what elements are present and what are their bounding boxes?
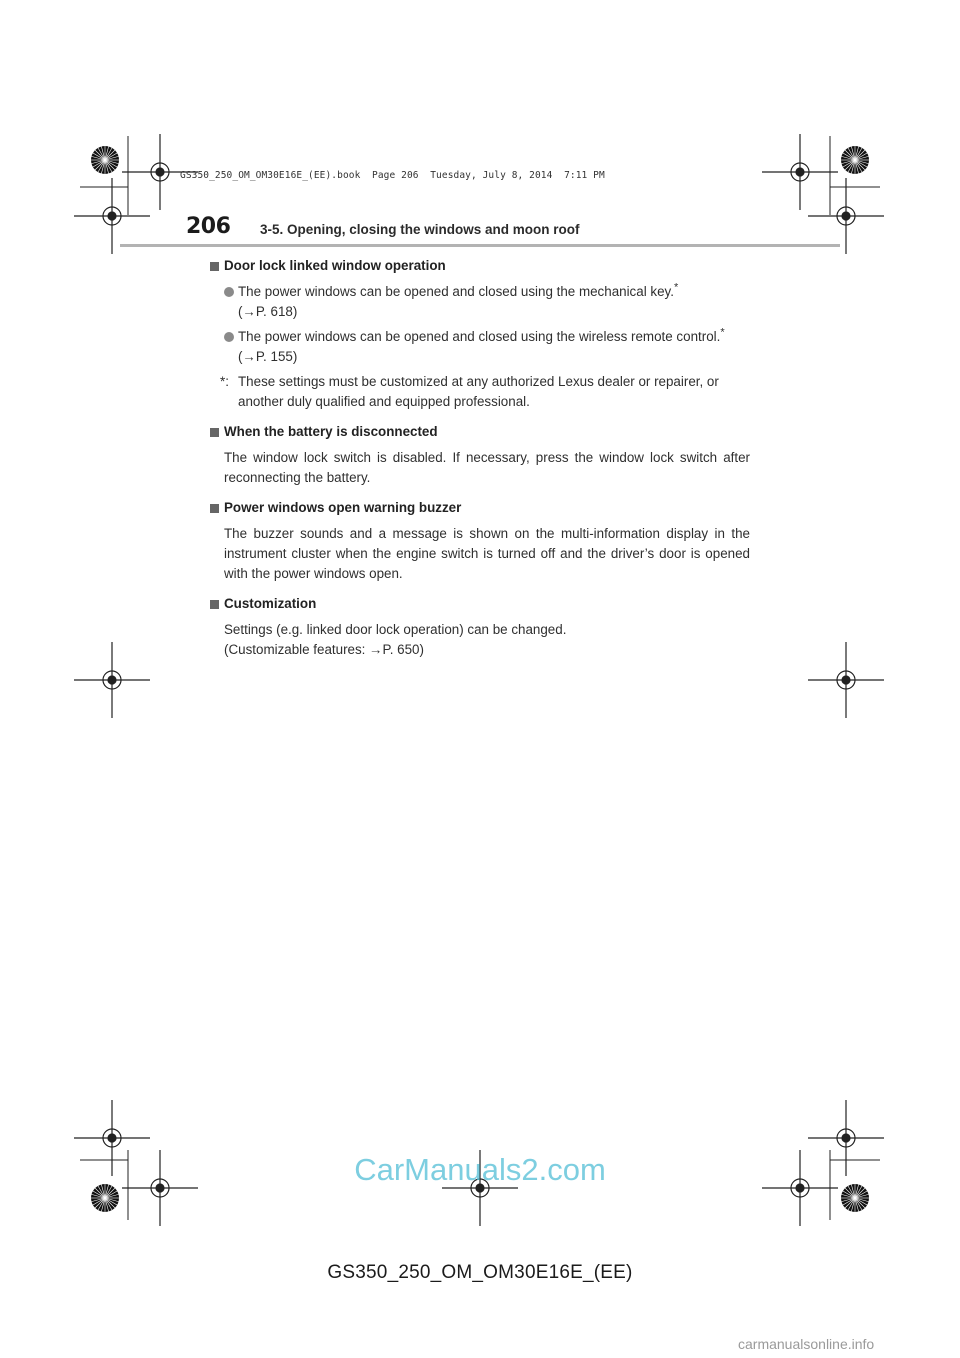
circle-bullet-icon <box>224 332 234 342</box>
paragraph: Settings (e.g. linked door lock operation) can be changed. <box>224 622 567 637</box>
crosshair-mark <box>808 642 884 718</box>
page-reference: (→P. 618) <box>238 304 298 319</box>
section-heading: When the battery is disconnected <box>210 422 750 442</box>
asterisk-mark: * <box>673 281 679 294</box>
footnote: *: These settings must be customized at any authorized Lexus dealer or repairer, or another duly qualified and equipped professional. <box>220 374 719 409</box>
crosshair-mark <box>74 178 150 254</box>
starburst-circle <box>841 146 869 174</box>
paragraph: (Customizable features: →P. 650) <box>224 642 424 657</box>
square-bullet-icon <box>210 600 219 609</box>
square-bullet-icon <box>210 504 219 513</box>
header-rule <box>120 244 840 247</box>
watermark-logo: CarManuals2.com <box>354 1152 606 1187</box>
circle-bullet-icon <box>224 287 234 297</box>
page-reference: (→P. 155) <box>238 349 298 364</box>
section-buzzer <box>210 498 750 584</box>
page-number: 206 <box>186 214 231 239</box>
section-door-lock <box>210 256 750 412</box>
bullet-item: The power windows can be opened and closed using the mechanical key.* (→P. 618) <box>210 282 750 322</box>
paragraph: The window lock switch is disabled. If necessary, press the window lock switch after reconnecting the battery. <box>224 450 750 485</box>
section-heading: Customization <box>210 594 750 614</box>
footer-model-code: GS350_250_OM_OM30E16E_(EE) <box>327 1262 633 1283</box>
crosshair-mark <box>74 642 150 718</box>
bullet-item: The power windows can be opened and closed using the wireless remote control.* (→P. 155) <box>210 327 750 367</box>
section-heading: Power windows open warning buzzer <box>210 498 750 518</box>
watermark-site: carmanualsonline.info <box>738 1336 875 1352</box>
footnote-mark: *: <box>220 374 229 389</box>
starburst-circle <box>91 146 119 174</box>
content-body <box>210 256 750 670</box>
square-bullet-icon <box>210 262 219 271</box>
paragraph: The buzzer sounds and a message is shown on the multi-information display in the instrument cluster when the engine switch is turned off and the driver’s door is opened with the power windows open. <box>224 526 750 581</box>
starburst-circle <box>91 1184 119 1212</box>
section-customization <box>210 594 750 660</box>
section-heading: Door lock linked window operation <box>210 256 750 276</box>
crosshair-mark <box>762 134 838 210</box>
section-title: 3-5. Opening, closing the windows and moon roof <box>260 222 580 237</box>
starburst-circle <box>841 1184 869 1212</box>
book-meta: GS350_250_OM_OM30E16E_(EE).book Page 206 Tuesday, July 8, 2014 7:11 PM <box>180 170 605 181</box>
crosshair-mark <box>808 178 884 254</box>
square-bullet-icon <box>210 428 219 437</box>
section-battery <box>210 422 750 488</box>
asterisk-mark: * <box>720 326 725 339</box>
